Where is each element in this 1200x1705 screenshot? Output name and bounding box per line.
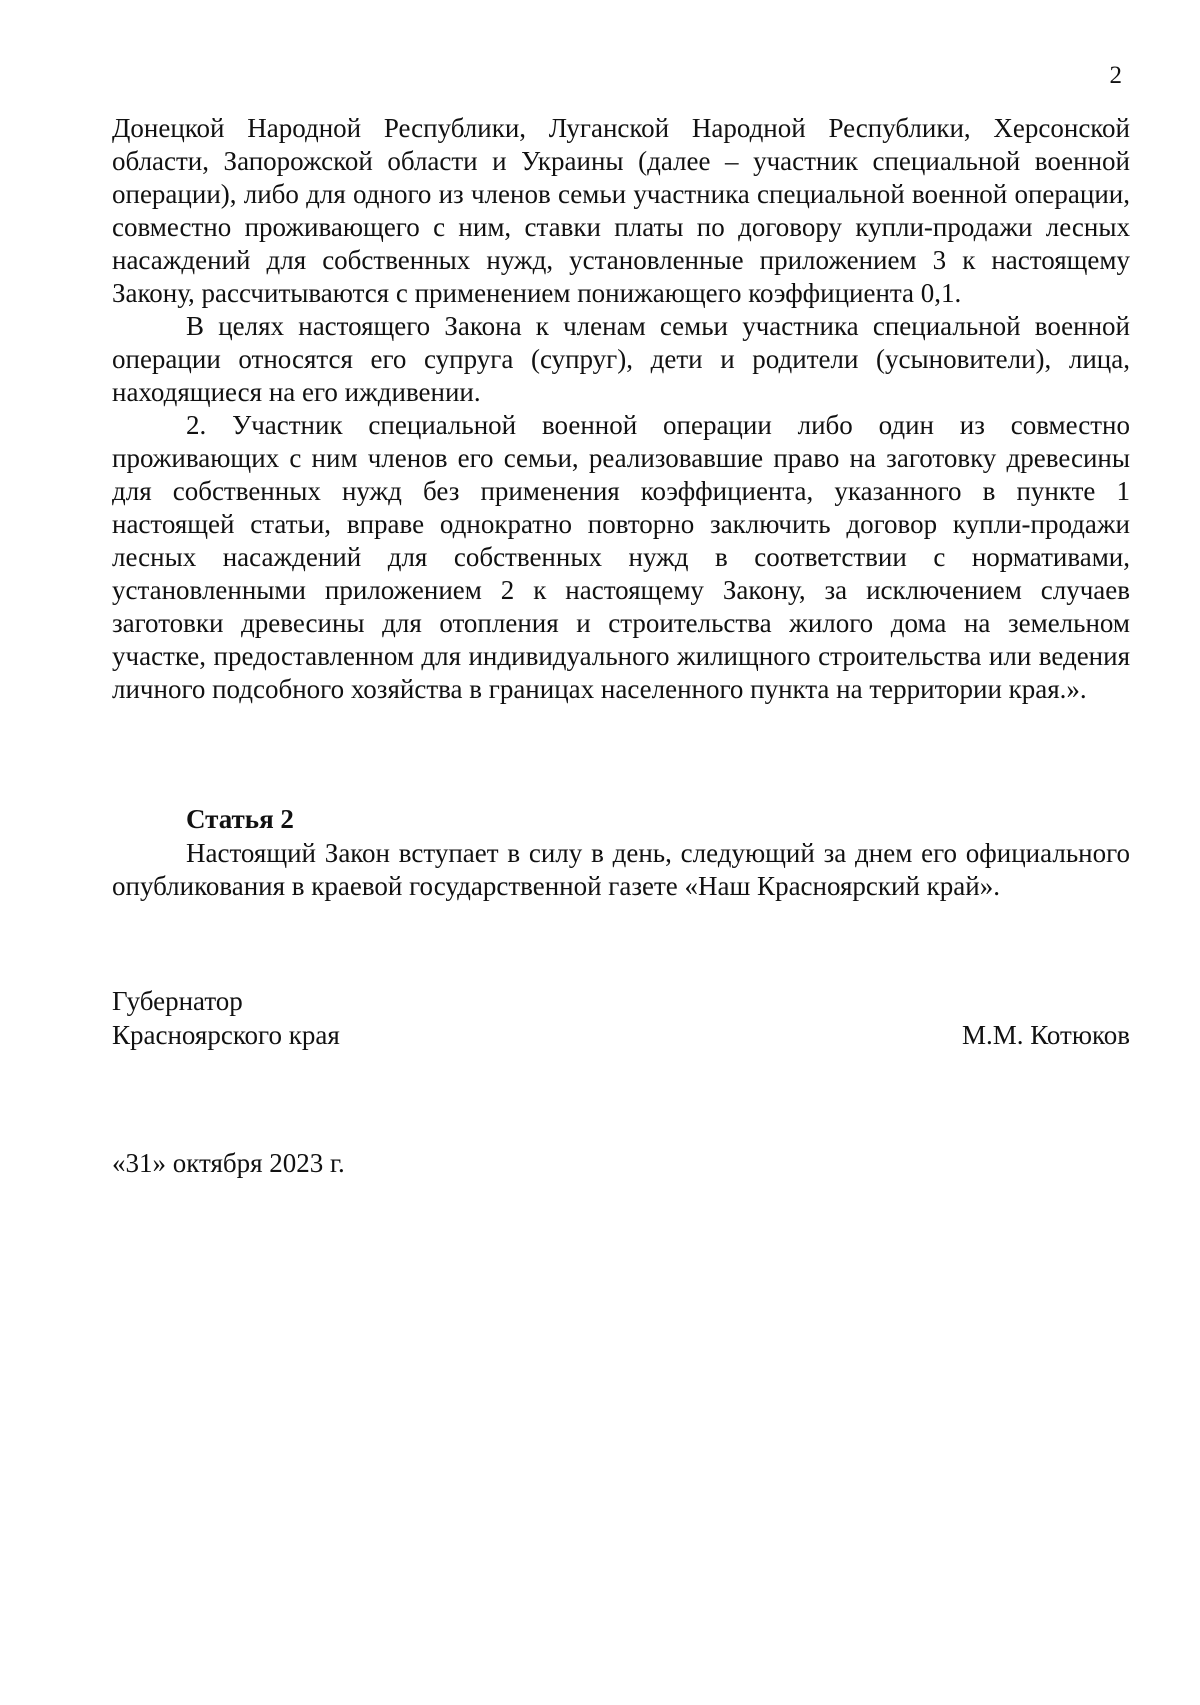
signature-block — [112, 984, 1130, 1052]
paragraph-item-2: 2. Участник специальной военной операции либо один из совместно проживающих с ним членов его семьи, реализовавшие право на заготовку древесины для собственных нужд без применения коэффициента, указанного в пункте 1 настоящей статьи, вправе однократно повторно заключить договор купли-продажи лесных насаждений для собственных нужд в соответствии с нормативами, установленными приложением 2 к настоящему Закону, за исключением случаев заготовки древесины для отопления и строительства жилого дома на земельном участке, предоставленном для индивидуального жилищного строительства или ведения личного подсобного хозяйства в границах населенного пункта на территории края.». — [112, 410, 1130, 704]
signatory-name: М.М. Котюков — [961, 1020, 1130, 1050]
article-2-heading: Статья 2 — [186, 804, 294, 834]
article-2-text: Настоящий Закон вступает в силу в день, следующий за днем его официального опубликования в краевой государственной газете «Наш Красноярский край». — [112, 838, 1130, 901]
page-number: 2 — [1109, 62, 1122, 89]
signatory-title-line-1: Губернатор — [112, 986, 243, 1016]
article-1-continuation — [112, 112, 1130, 706]
signatory-title-line-2: Красноярского края — [112, 1020, 340, 1050]
paragraph-family-definition: В целях настоящего Закона к членам семьи участника специальной военной операции относятся его супруга (супруг), дети и родители (усыновители), лица, находящиеся на его иждивении. — [112, 311, 1130, 407]
document-date: «31» октября 2023 г. — [112, 1148, 345, 1178]
paragraph-continuation: Донецкой Народной Республики, Луганской Народной Республики, Херсонской области, Запорожской области и Украины (далее – участник специальной военной операции), либо для одного из членов семьи участника специальной военной операции, совместно проживающего с ним, ставки платы по договору купли-продажи лесных насаждений для собственных нужд, установленные приложением 3 к настоящему Закону, рассчитываются с применением понижающего коэффициента 0,1. — [112, 113, 1130, 308]
